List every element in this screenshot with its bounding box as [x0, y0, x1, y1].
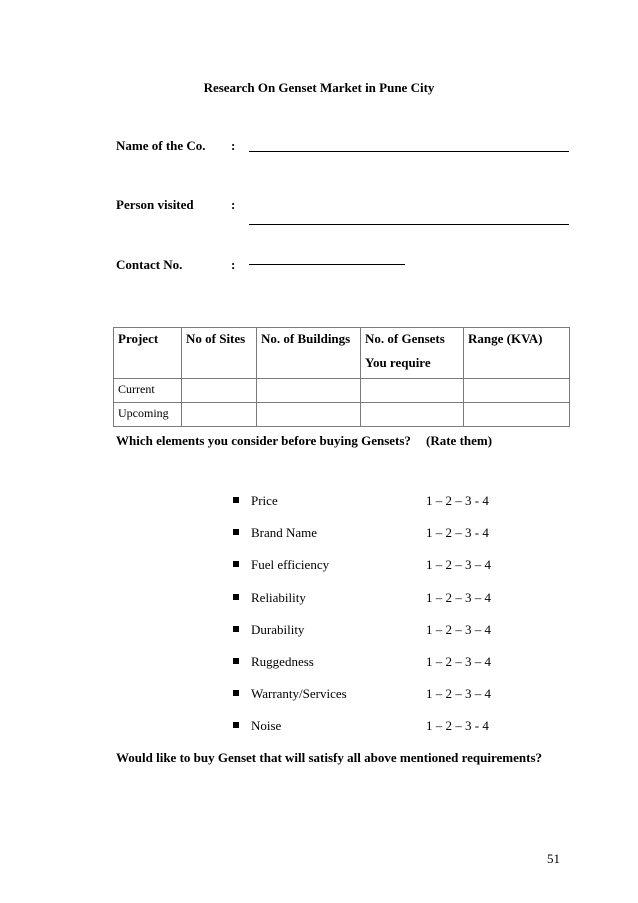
bullet-icon — [233, 626, 239, 632]
sites-table — [113, 327, 570, 427]
table-row — [114, 379, 570, 403]
table-cell[interactable] — [182, 379, 257, 403]
element-label: Brand Name — [251, 525, 318, 540]
table-header-row — [114, 328, 570, 379]
question-satisfy-requirements: Would like to buy Genset that will satisfy all above mentioned requirements? — [116, 750, 543, 765]
element-label: Reliability — [251, 590, 306, 605]
header-project: Project — [114, 328, 182, 379]
rating-scale[interactable]: 1 – 2 – 3 – 4 — [426, 557, 491, 572]
page-number: 51 — [547, 851, 560, 866]
contact-no-label: Contact No. — [116, 257, 183, 272]
rating-scale[interactable]: 1 – 2 – 3 - 4 — [426, 493, 489, 508]
table-cell[interactable] — [257, 403, 361, 427]
bullet-icon — [233, 497, 239, 503]
bullet-icon — [233, 561, 239, 567]
bullet-icon — [233, 658, 239, 664]
person-visited-field[interactable] — [249, 224, 569, 225]
table-cell[interactable] — [361, 379, 464, 403]
page-title: Research On Genset Market in Pune City — [203, 80, 435, 95]
contact-no-colon: : — [231, 257, 236, 272]
element-label: Ruggedness — [251, 654, 314, 669]
table-cell[interactable] — [464, 379, 570, 403]
element-label: Durability — [251, 622, 305, 637]
table-cell[interactable] — [182, 403, 257, 427]
company-name-label: Name of the Co. — [116, 138, 206, 153]
bullet-icon — [233, 529, 239, 535]
rating-scale[interactable]: 1 – 2 – 3 – 4 — [426, 686, 491, 701]
company-name-field[interactable] — [249, 151, 569, 152]
header-no-of-gensets — [361, 328, 464, 379]
company-name-colon: : — [231, 138, 236, 153]
person-visited-colon: : — [231, 197, 236, 212]
person-visited-label: Person visited — [116, 197, 194, 212]
header-no-of-buildings: No. of Buildings — [257, 328, 361, 379]
element-label: Fuel efficiency — [251, 557, 330, 572]
header-no-of-sites: No of Sites — [182, 328, 257, 379]
bullet-icon — [233, 722, 239, 728]
question-elements: Which elements you consider before buying Gensets? — [116, 433, 411, 448]
element-label: Warranty/Services — [251, 686, 347, 701]
table-cell[interactable] — [464, 403, 570, 427]
rating-scale[interactable]: 1 – 2 – 3 – 4 — [426, 590, 491, 605]
rating-scale[interactable]: 1 – 2 – 3 - 4 — [426, 718, 489, 733]
header-no-of-gensets-line1: No. of Gensets — [365, 331, 445, 346]
table-cell-project: Upcoming — [114, 403, 182, 427]
element-label: Noise — [251, 718, 282, 733]
bullet-icon — [233, 594, 239, 600]
rate-them-note: (Rate them) — [426, 433, 493, 448]
table-row — [114, 403, 570, 427]
table-cell[interactable] — [257, 379, 361, 403]
rating-scale[interactable]: 1 – 2 – 3 - 4 — [426, 525, 489, 540]
header-range-kva: Range (KVA) — [464, 328, 570, 379]
table-cell[interactable] — [361, 403, 464, 427]
rating-scale[interactable]: 1 – 2 – 3 – 4 — [426, 654, 491, 669]
table-cell-project: Current — [114, 379, 182, 403]
contact-no-field[interactable] — [249, 264, 405, 265]
rating-scale[interactable]: 1 – 2 – 3 – 4 — [426, 622, 491, 637]
header-no-of-gensets-line2: You require — [365, 355, 431, 370]
bullet-icon — [233, 690, 239, 696]
element-label: Price — [251, 493, 278, 508]
